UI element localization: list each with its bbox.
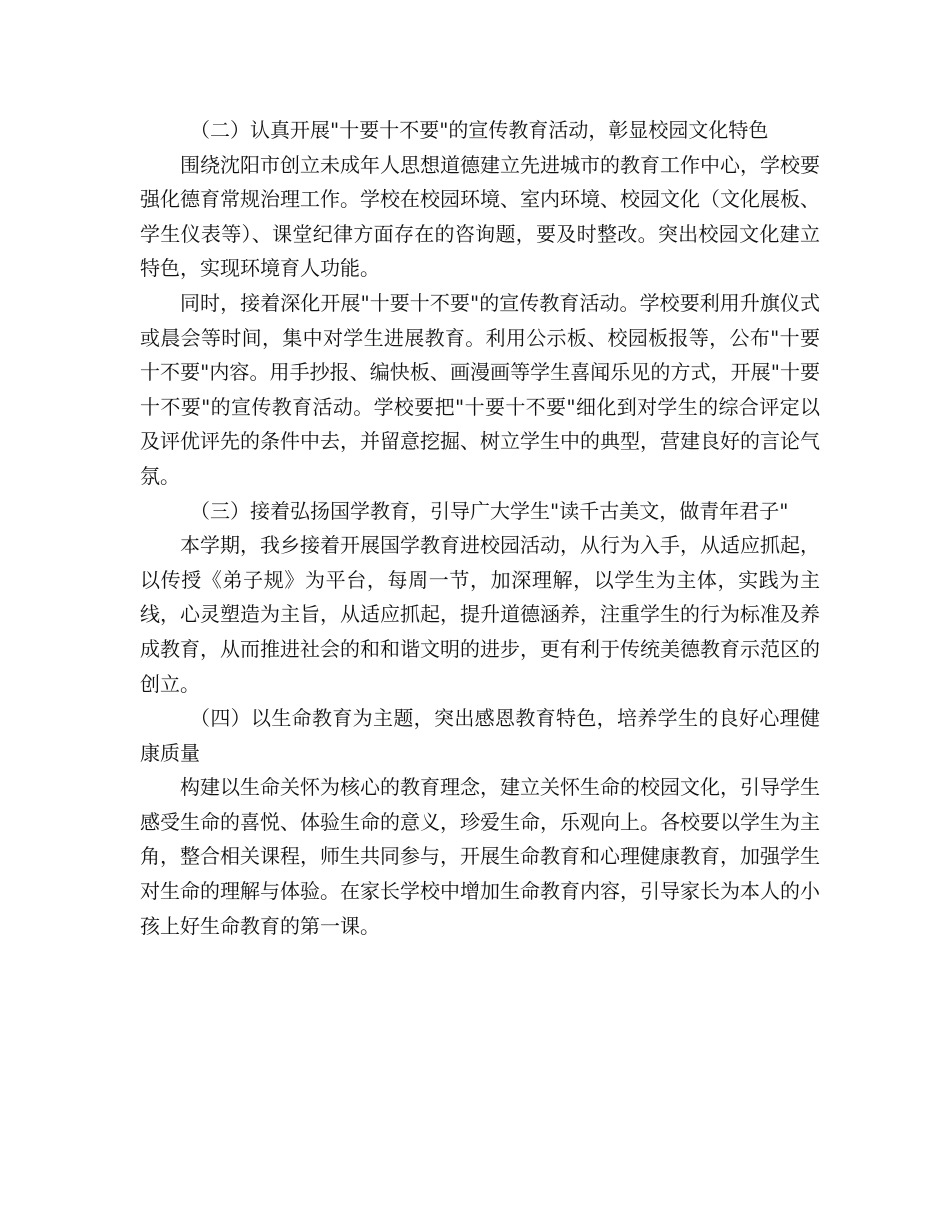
body-paragraph: 构建以生命关怀为核心的教育理念，建立关怀生命的校园文化，引导学生感受生命的喜悦、体验生命的意义，珍爱生命，乐观向上。各校要以学生为主角，整合相关课程，师生共同参与，开展生命教育和心理健康教育，加强学生对生命的理解与体验。在家长学校中增加生命教育内容，引导家长为本人的小孩上好生命教育的第一课。	[140, 775, 820, 938]
section-heading-3: （三）接着弘扬国学教育，引导广大学生"读千古美文，做青年君子"	[190, 498, 789, 523]
body-paragraph: 本学期，我乡接着开展国学教育进校园活动，从行为入手，从适应抓起，以传授《弟子规》为平台，每周一节，加深理解，以学生为主体，实践为主线，心灵塑造为主旨，从适应抓起，提升道德涵养，注重学生的行为标准及养成教育，从而推进社会的和和谐文明的进步，更有利于传统美德教育示范区的创立。	[140, 533, 820, 696]
section-heading-4: （四）以生命教育为主题，突出感恩教育特色，培养学生的良好心理健康质量	[140, 706, 820, 765]
body-paragraph: 同时，接着深化开展"十要十不要"的宣传教育活动。学校要利用升旗仪式或晨会等时间，集中对学生进展教育。利用公示板、校园板报等，公布"十要十不要"内容。用手抄报、编快板、画漫画等学生喜闻乐见的方式，开展"十要十不要"的宣传教育活动。学校要把"十要十不要"细化到对学生的综合评定以及评优评先的条件中去，并留意挖掘、树立学生中的典型，营建良好的言论气氛。	[140, 290, 820, 488]
section-heading-2: （二）认真开展"十要十不要"的宣传教育活动，彰显校园文化特色	[190, 118, 769, 142]
document-body	[140, 113, 820, 943]
body-paragraph: 围绕沈阳市创立未成年人思想道德建立先进城市的教育工作中心，学校要强化德育常规治理工作。学校在校园环境、室内环境、校园文化（文化展板、学生仪表等）、课堂纪律方面存在的咨询题，要及时整改。突出校园文化建立特色，实现环境育人功能。	[140, 152, 820, 281]
